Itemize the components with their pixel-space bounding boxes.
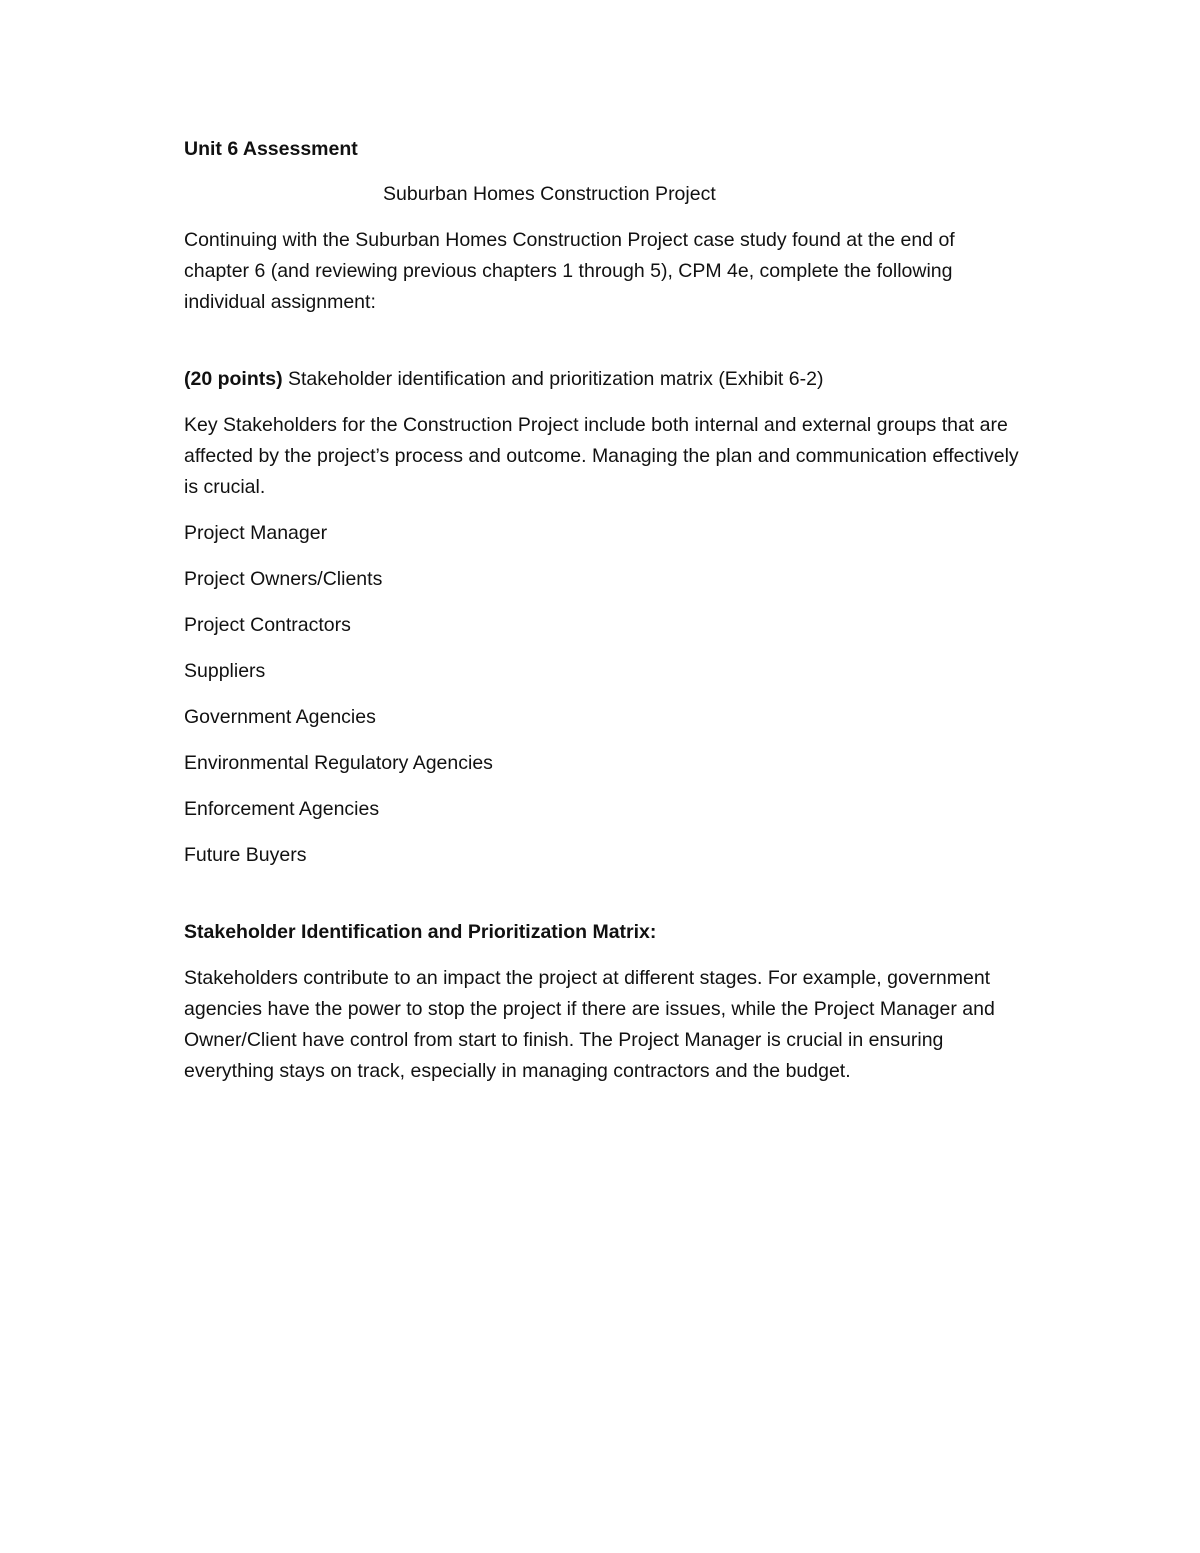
- matrix-heading: Stakeholder Identification and Prioritization Matrix:: [184, 921, 657, 943]
- task-points: (20 points): [184, 368, 283, 390]
- stakeholder-item: Future Buyers: [184, 844, 307, 866]
- matrix-paragraph: Stakeholders contribute to an impact the project at different stages. For example, government agencies have the power to stop the project if there are issues, while the Project Manager and Owner/Client have control from start to finish. The Project Manager is crucial in ensuring everything stays on track, especially in managing contractors and the budget.: [184, 967, 995, 1082]
- blank-line: [184, 333, 1024, 364]
- stakeholder-item: Project Manager: [184, 522, 328, 544]
- task-line: [184, 364, 1024, 395]
- document-body: [184, 134, 1024, 1102]
- stakeholder-list: [184, 518, 1024, 871]
- stakeholder-item: Environmental Regulatory Agencies: [184, 752, 493, 774]
- unit-title: Unit 6 Assessment: [184, 138, 358, 160]
- blank-line: [184, 886, 1024, 917]
- intro-paragraph: Continuing with the Suburban Homes Construction Project case study found at the end of chapter 6 (and reviewing previous chapters 1 through 5), CPM 4e, complete the following individual assignment:: [184, 229, 955, 313]
- stakeholder-item: Government Agencies: [184, 706, 376, 728]
- stakeholder-item: Project Owners/Clients: [184, 568, 383, 590]
- stakeholder-item: Suppliers: [184, 660, 266, 682]
- key-stakeholders-paragraph: Key Stakeholders for the Construction Project include both internal and external groups that are affected by the project’s process and outcome. Managing the plan and communication effectively is crucial.: [184, 414, 1019, 498]
- stakeholder-item: Project Contractors: [184, 614, 351, 636]
- stakeholder-item: Enforcement Agencies: [184, 798, 380, 820]
- project-title: Suburban Homes Construction Project: [383, 183, 716, 205]
- task-description: Stakeholder identification and prioritization matrix (Exhibit 6-2): [282, 368, 824, 390]
